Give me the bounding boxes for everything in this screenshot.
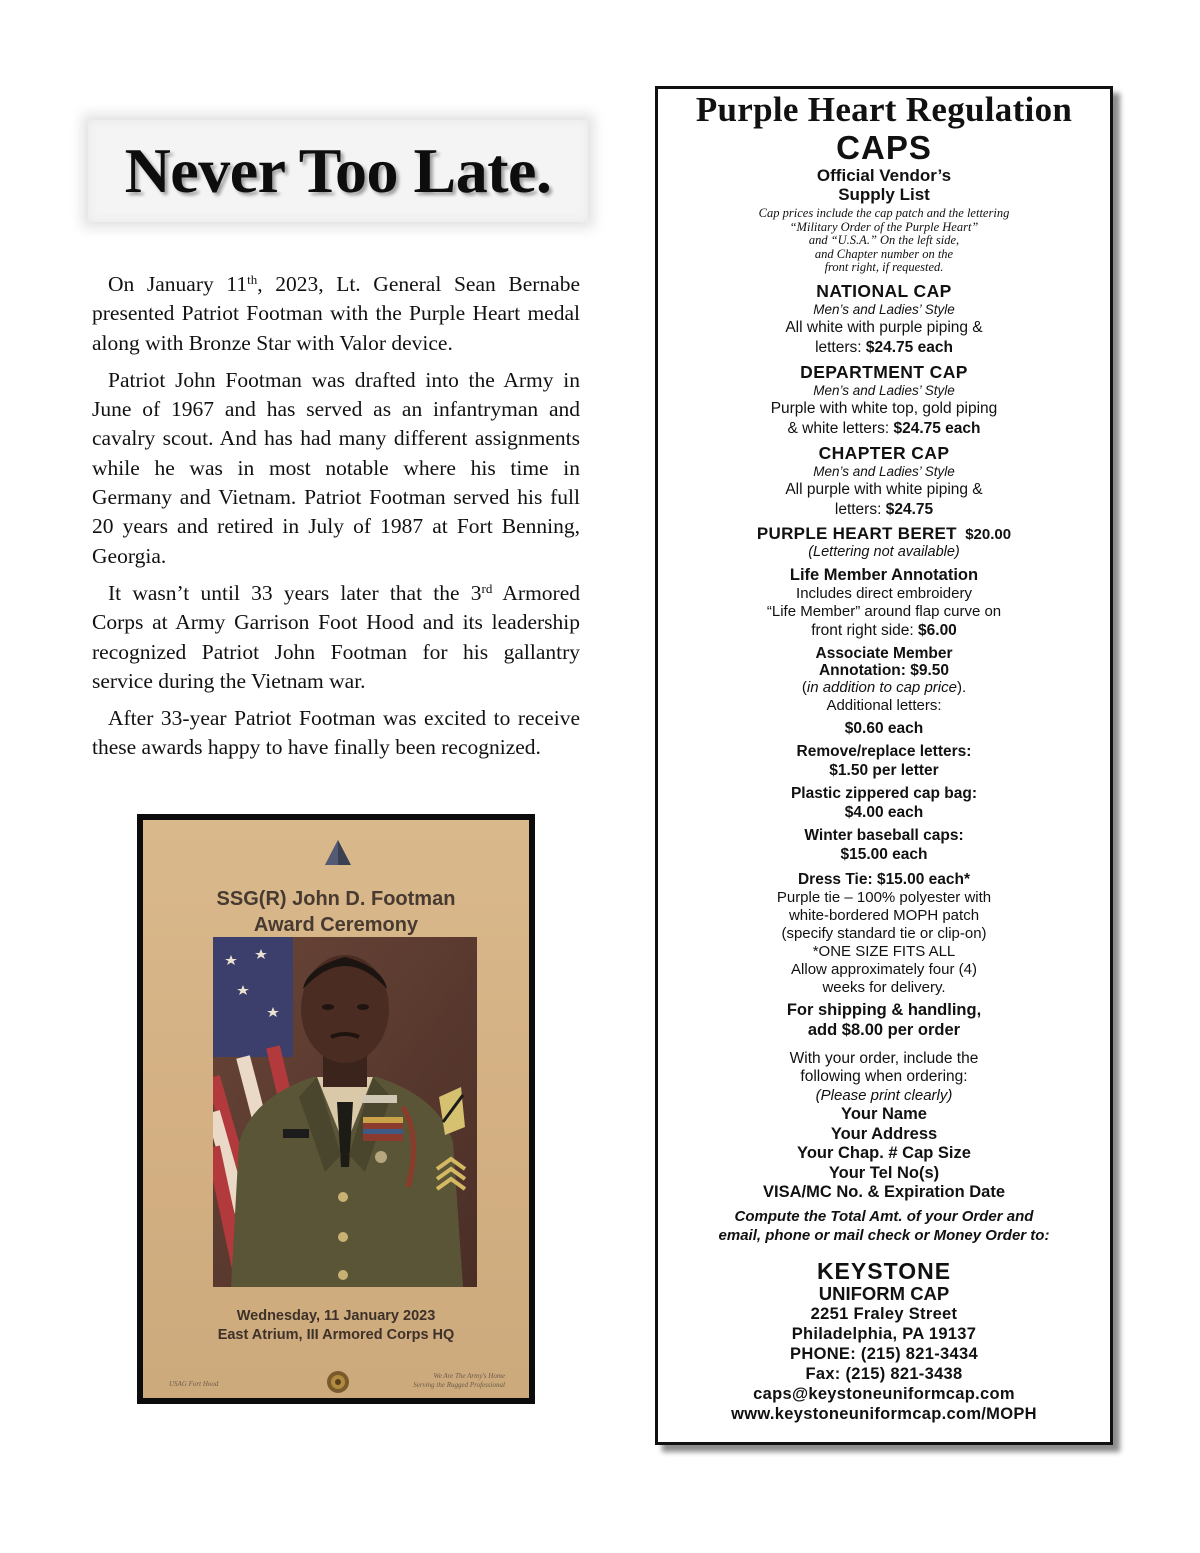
article-paragraph-3: It wasn’t until 33 years later that the 3rd Armored Corps at Army Garrison Foot Hood and its leadership recognized Patriot John Footman for his gallantry service during the Vietnam war. <box>92 580 580 693</box>
keystone-name: KEYSTONE <box>816 1257 952 1284</box>
purple-heart-caps-ad <box>655 86 1113 1445</box>
cap-bag-section: Plastic zippered cap bag: $4.00 each <box>790 785 978 821</box>
winter-caps-section: Winter baseball caps: $15.00 each <box>804 827 964 863</box>
corps-triangle-icon <box>323 838 353 868</box>
award-ceremony-poster <box>143 820 529 1398</box>
headline-box <box>88 120 588 222</box>
soldier-portrait <box>213 937 477 1287</box>
article-paragraph-1: On January 11th, 2023, Lt. General Sean Bernabe presented Patriot Footman with the Purple Heart medal along with Bronze Star with Valor device. <box>92 272 580 355</box>
keystone-website: www.keystoneuniformcap.com/MOPH <box>731 1404 1037 1423</box>
order-info-section: With your order, include the following when ordering: (Please print clearly) Your Name Your Address Your Chap. # Cap Size Your Tel No(s) VISA/MC No. & Expiration Date <box>762 1050 1006 1201</box>
poster-footer-left: USAG Fort Hood <box>169 1380 219 1388</box>
vendor-line-2: Supply List <box>838 185 930 204</box>
ad-caps-heading: CAPS <box>836 129 932 166</box>
headline: Never Too Late. <box>124 135 552 206</box>
poster-footer-right: We Are The Army's Home Serving the Rugged Professional <box>413 1372 505 1389</box>
associate-member-section: Associate Member Annotation: $9.50 (in addition to cap price). Additional letters: $0.60 each <box>801 645 967 737</box>
dress-tie-section: Dress Tie: $15.00 each* Purple tie – 100% polyester with white-bordered MOPH patch (specify standard tie or clip-on) *ONE SIZE FITS ALL Allow approximately four (4) weeks for delivery. <box>776 871 992 996</box>
life-member-section: Life Member Annotation Includes direct embroidery “Life Member” around flap curve on front right side: $6.00 <box>766 565 1002 639</box>
poster-title: SSG(R) John D. Footman Award Ceremony <box>216 888 456 936</box>
cap-price-note: Cap prices include the cap patch and the lettering “Military Order of the Purple Heart” and “U.S.A.” On the left side, and Chapter number on the front right, if requested. <box>758 206 1010 274</box>
article <box>92 270 580 771</box>
article-paragraph-4: After 33-year Patriot Footman was excited to receive these awards happy to have finally been recognized. <box>92 706 580 760</box>
compute-total-section: Compute the Total Amt. of your Order and email, phone or mail check or Money Order to: <box>718 1207 1050 1244</box>
soldier-portrait-image <box>213 937 477 1287</box>
beret-section: PURPLE HEART BERET $20.00 (Lettering not available) <box>756 523 1012 560</box>
remove-letters-section: Remove/replace letters: $1.50 per letter <box>796 743 972 779</box>
shipping-section: For shipping & handling, add $8.00 per order <box>786 1001 982 1039</box>
national-cap-section: NATIONAL CAP Men’s and Ladies’ Style All white with purple piping & letters: $24.75 each <box>785 280 983 356</box>
department-cap-section: DEPARTMENT CAP Men’s and Ladies’ Style Purple with white top, gold piping & white letters: $24.75 each <box>770 361 998 437</box>
poster-date: Wednesday, 11 January 2023 East Atrium, III Armored Corps HQ <box>217 1308 455 1343</box>
garrison-seal-icon <box>326 1370 350 1394</box>
article-paragraph-2: Patriot John Footman was drafted into the Army in June of 1967 and has served as an infantryman and cavalry scout. And has had many different assignments while he was in most notable where his time in Germany and Vietnam. Patriot Footman served his full 20 years and retired in July of 1987 at Fort Benning, Georgia. <box>92 367 580 568</box>
keystone-email: caps@keystoneuniformcap.com <box>753 1384 1015 1403</box>
poster-frame <box>137 814 535 1404</box>
ad-title: Purple Heart Regulation <box>695 90 1073 129</box>
keystone-contact-section: KEYSTONE UNIFORM CAP 2251 Fraley Street Philadelphia, PA 19137 PHONE: (215) 821-3434 Fax: (215) 821-3438 caps@keystoneuniformcap.com www.keystoneuniformcap.com/MOPH <box>658 1259 1110 1424</box>
chapter-cap-section: CHAPTER CAP Men’s and Ladies’ Style All purple with white piping & letters: $24.75 <box>785 442 983 518</box>
vendor-line-1: Official Vendor’s <box>816 166 952 185</box>
